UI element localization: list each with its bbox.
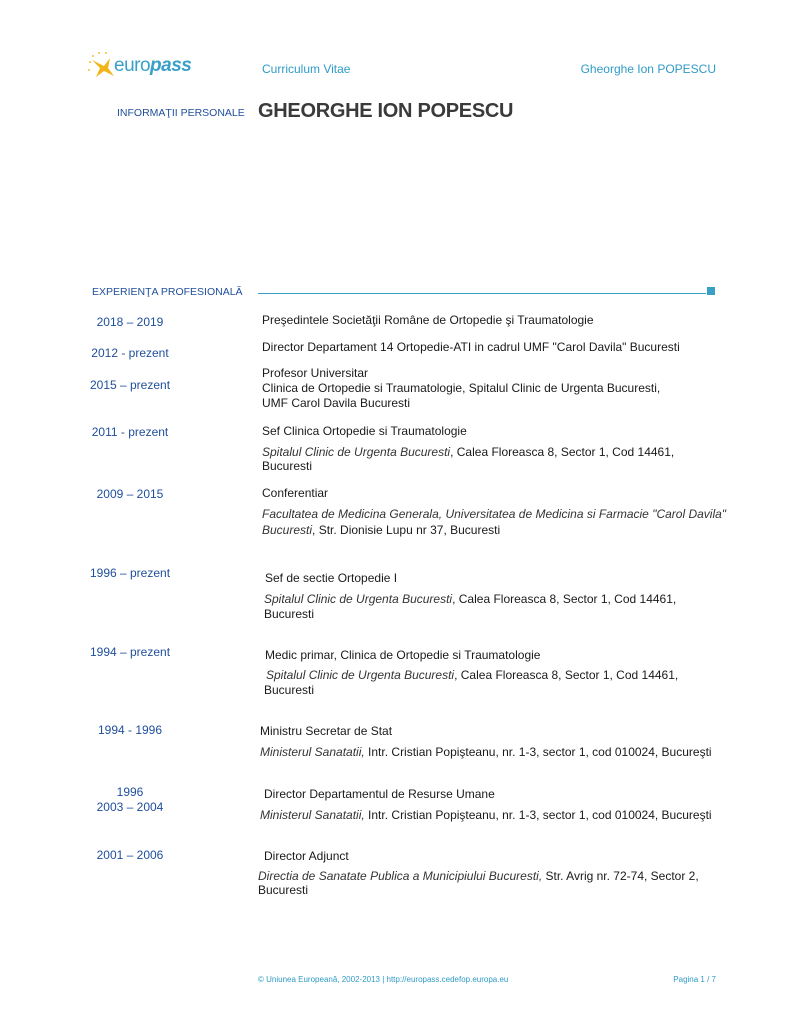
entry-date: 1996 – prezent: [89, 566, 171, 580]
entry-title: Director Adjunct: [264, 849, 349, 863]
entry-date: 1996: [116, 785, 144, 799]
entry-org: Ministerul Sanatatii, Intr. Cristian Popişteanu, nr. 1-3, sector 1, cod 010024, Bucureşti: [260, 745, 712, 759]
entry-date: 2015 – prezent: [89, 378, 171, 392]
entry-org: Spitalul Clinic de Urgenta Bucuresti, Calea Floreasca 8, Sector 1, Cod 14461,: [262, 445, 675, 459]
footer-copyright-link[interactable]: © Uniunea Europeană, 2002-2013 | http://europass.cedefop.europa.eu: [258, 975, 509, 984]
entry-date: 2009 – 2015: [96, 487, 164, 501]
section-divider: [258, 293, 706, 294]
person-name: GHEORGHE ION POPESCU: [258, 100, 514, 122]
entry-org: Spitalul Clinic de Urgenta Bucuresti, Calea Floreasca 8, Sector 1, Cod 14461,: [266, 668, 679, 682]
entry-date: 2012 - prezent: [91, 346, 169, 360]
entry-detail: Clinica de Ortopedie si Traumatologie, Spitalul Clinic de Urgenta Bucuresti,: [262, 381, 661, 395]
entry-city: Bucuresti: [262, 459, 313, 473]
entry-title: Sef Clinica Ortopedie si Traumatologie: [262, 424, 467, 438]
entry-date: 2018 – 2019: [96, 315, 164, 329]
entry-date-secondary: 2003 – 2004: [96, 800, 164, 814]
personal-info-label: INFORMAŢII PERSONALE: [117, 107, 245, 119]
entry-org: Bucuresti, Str. Dionisie Lupu nr 37, Bucuresti: [262, 523, 501, 537]
entry-title: Director Departament 14 Ortopedie-ATI in cadrul UMF "Carol Davila" Bucuresti: [262, 340, 680, 354]
entry-org: Facultatea de Medicina Generala, Universitatea de Medicina si Farmacie "Carol Davila": [262, 507, 727, 521]
doc-title: Curriculum Vitae: [262, 62, 351, 76]
europass-logo-text: europass: [114, 55, 192, 76]
entry-title: Profesor Universitar: [262, 366, 369, 380]
experience-section-label: EXPERIENŢA PROFESIONALĂ: [92, 286, 243, 298]
section-marker-icon: [707, 287, 715, 295]
footer-page-number: Pagina 1 / 7: [673, 975, 716, 984]
entry-detail: UMF Carol Davila Bucuresti: [262, 396, 411, 410]
entry-date: 2001 – 2006: [96, 848, 164, 862]
entry-date: 1994 - 1996: [97, 723, 163, 737]
entry-org: Ministerul Sanatatii, Intr. Cristian Popişteanu, nr. 1-3, sector 1, cod 010024, Bucureşti: [260, 808, 712, 822]
entry-org: Directia de Sanatate Publica a Municipiului Bucuresti, Str. Avrig nr. 72-74, Sector 2,: [258, 869, 699, 883]
entry-date: 2011 - prezent: [91, 425, 169, 439]
entry-title: Director Departamentul de Resurse Umane: [264, 787, 495, 801]
entry-org: Spitalul Clinic de Urgenta Bucuresti, Calea Floreasca 8, Sector 1, Cod 14461,: [264, 592, 677, 606]
entry-title: Sef de sectie Ortopedie I: [265, 571, 398, 585]
entry-city: Bucuresti: [258, 883, 309, 897]
header-person-name: Gheorghe Ion POPESCU: [580, 62, 716, 76]
entry-title: Conferentiar: [262, 486, 329, 500]
entry-city: Bucuresti: [264, 683, 315, 697]
entry-title: Ministru Secretar de Stat: [260, 724, 393, 738]
entry-city: Bucuresti: [264, 607, 315, 621]
entry-title: Medic primar, Clinica de Ortopedie si Traumatologie: [265, 648, 541, 662]
entry-date: 1994 – prezent: [89, 645, 171, 659]
entry-title: Preşedintele Societăţii Române de Ortopedie şi Traumatologie: [262, 313, 594, 327]
